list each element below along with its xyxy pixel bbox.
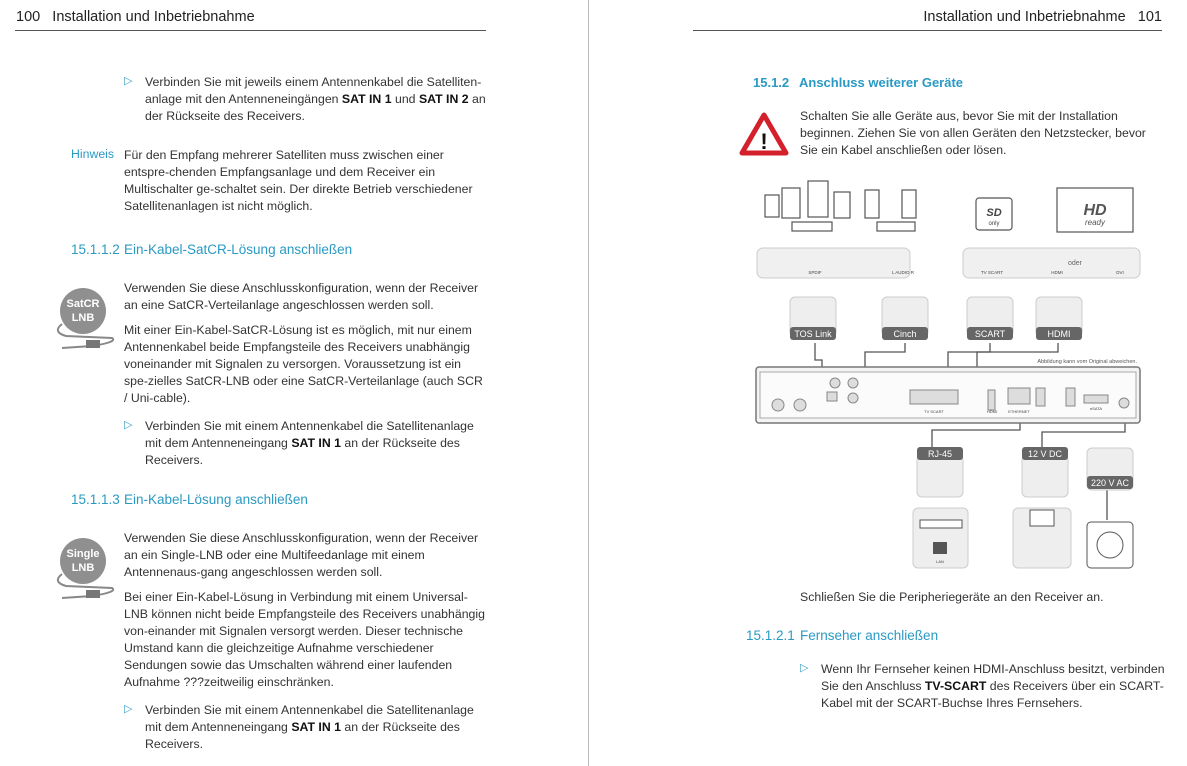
page-number: 101 [1137,9,1162,25]
page-divider [588,0,589,766]
section-heading-single [71,492,491,510]
rear-ethernet-label: ETHERNET [1008,409,1030,414]
speaker-icon [834,192,850,218]
triangle-bullet-icon: ▷ [124,419,133,431]
subsection-heading-tv: 15.1.2.1 Fernseher anschließen [746,628,939,643]
port-hdmi-label: HDMI [1051,270,1063,275]
speaker-icon [782,188,800,218]
warning-triangle-icon [739,112,789,156]
av-receiver-icon [792,222,832,231]
audio-ports-panel [757,248,910,278]
cable-hdmi-label: HDMI [1047,329,1071,339]
diagram-caption: Schließen Sie die Peripheriegeräte an den Receiver an. [800,590,1104,604]
cable-12v-label: 12 V DC [1027,449,1063,459]
cable-tos-label: TOS Link [794,329,832,339]
section-heading-satcr [71,242,491,260]
oder-label: oder [1068,260,1083,267]
section-number: 15.1.1.3 [71,492,120,507]
lan-label: LAN [936,559,944,564]
cable-scart-label: SCART [974,329,1006,339]
section-number: 15.1.1.2 [71,242,120,257]
rear-hdmi-label: HDMI [986,409,998,414]
speaker-icon [902,190,916,218]
triangle-bullet-icon: ▷ [124,703,133,715]
single-para2: Bei einer Ein-Kabel-Lösung in Verbindung mit einem Universal-LNB können nicht beide Empfangsteile des Receivers unabhängig von-einander mit Signalen versorgt werden. Dieser technische Umstand kann die gleichzeitige Aufnahme verschiedener Sendungen sowie das Umschalten während einer laufenden Aufnahme ???zeitweilig einschränken. [124,590,485,689]
running-title: Installation und Inbetriebnahme [923,9,1126,25]
section-title: Ein-Kabel-Lösung anschließen [124,492,308,507]
single-para1: Verwenden Sie diese Anschlusskonfiguration, wenn der Receiver an ein Single-LNB oder eine Multifeedanlage mit einem Antennenaus-gang angeschlossen werden soll. [124,531,479,579]
note-label: Hinweis [71,147,115,161]
left-page-header [16,9,255,25]
hd-label: HD [1083,202,1107,219]
running-title: Installation und Inbetriebnahme [52,9,255,25]
cable-rj45-label: RJ-45 [927,449,953,459]
header-rule [15,30,486,31]
page-number: 100 [16,9,41,25]
port-tvscart-label: TV SCART [980,270,1004,275]
power-adapter-icon [1030,510,1054,526]
right-page-header [923,9,1162,25]
speaker-icon [765,195,779,217]
router-icon [920,520,962,528]
satcr-lnb-icon: SatCR LNB [52,288,122,358]
sd-only-label: only [988,221,1000,227]
header-rule [693,30,1162,31]
rear-tvscart-label: TV SCART [924,409,944,414]
port-audio-label: L AUDIO R [891,270,915,275]
triangle-bullet-icon: ▷ [800,662,809,674]
hifi-receiver-icon [877,222,915,231]
sd-label: SD [986,207,1002,219]
triangle-bullet-icon: ▷ [124,75,133,87]
speaker-icon [808,181,828,217]
wall-socket-icon [1087,522,1133,568]
note-text: Für den Empfang mehrerer Satelliten muss zwischen einer entspre-chenden Empfangsanlage und dem Receiver ein Multischalter ge-schaltet sein. Der direkte Betrieb verschiedener Satellitenanlagen ist nicht möglich. [124,148,473,213]
port-spdif-label: SPDIF [808,270,822,275]
speaker-icon [865,190,879,218]
rear-esata-label: eSATA [1089,406,1103,411]
svg-text:!: ! [760,129,768,154]
satcr-para1: Verwenden Sie diese Anschlusskonfiguration, wenn der Receiver an eine SatCR-Verteilanlage angeschlossen werden soll. [124,281,479,312]
port-dvi-label: DVI [1116,270,1124,275]
bullet-text: Verbinden Sie mit jeweils einem Antennenkabel die Satelliten-anlage mit den Antenneneingängen SAT IN 1 und SAT IN 2 an der Rückseite des Receivers. [145,75,486,123]
single-lnb-icon: Single LNB [52,538,122,608]
cable-220v-label: 220 V AC [1090,478,1130,488]
disclaimer-label: Abbildung kann vom Original abweichen. [1037,359,1137,365]
cable-cinch-label: Cinch [893,329,917,339]
satcr-para2: Mit einer Ein-Kabel-SatCR-Lösung ist es möglich, mit nur einem Antennenkabel beide Empfangsteile des Receivers unabhängig voneinander mit Signalen zu versorgen. Voraussetzung ist ein spe-zielles SatCR-LNB oder eine SatCR-Verteilanlage (auch SCR / Uni-cable). [124,323,483,405]
hd-ready-label: ready [1084,218,1106,227]
connection-diagram [740,175,1150,575]
warning-text: Schalten Sie alle Geräte aus, bevor Sie mit der Installation beginnen. Ziehen Sie von allen Geräten den Netzstecker, bevor Sie ein Kabel anschließen oder lösen. [800,109,1146,157]
section-title: Ein-Kabel-SatCR-Lösung anschließen [124,242,353,257]
section-heading-devices: 15.1.2 Anschluss weiterer Geräte [753,75,964,90]
lan-port-icon [933,542,947,554]
